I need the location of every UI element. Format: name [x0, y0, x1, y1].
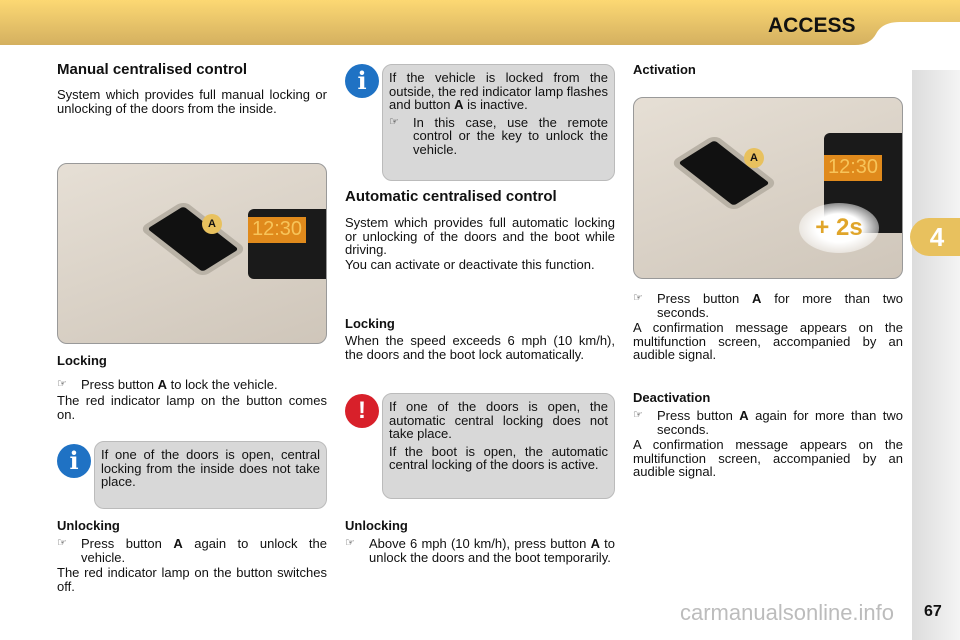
- info-icon: i: [345, 64, 379, 98]
- locking-heading: Locking: [57, 353, 107, 368]
- lock-button-image: [139, 200, 247, 277]
- bullet-hand-icon: ☞: [389, 115, 399, 128]
- activation-photo: [633, 97, 903, 279]
- clock-display: 12:30: [824, 155, 882, 181]
- display-image: [248, 209, 327, 279]
- warning-box: [382, 393, 615, 499]
- auto-unlocking-step: ☞ Above 6 mph (10 km/h), press button A to unlock the doors and the boot temporarily.: [345, 536, 615, 565]
- bullet-hand-icon: ☞: [633, 292, 643, 304]
- info-bullet: ☞ In this case, use the remote control or the key to unlock the vehicle.: [389, 114, 608, 157]
- bullet-hand-icon: ☞: [633, 409, 643, 421]
- activation-note: A confirmation message appears on the multifunction screen, accompanied by an audible signal.: [633, 320, 903, 362]
- info-text: If one of the doors is open, central locking from the inside does not take place.: [101, 447, 320, 489]
- bullet-hand-icon: ☞: [57, 537, 67, 549]
- warning-text-1: If one of the doors is open, the automatic central locking does not take place.: [389, 399, 608, 441]
- auto-locking-text: When the speed exceeds 6 mph (10 km/h), the doors and the boot lock automatically.: [345, 333, 615, 362]
- lock-button-image: [670, 134, 778, 211]
- info-box-locked-outside: If the vehicle is locked from the outside, the red indicator lamp flashes and button A is inactive. ☞ In this case, use the remote control or the key to unlock the vehicle.: [382, 64, 615, 181]
- auto-locking-heading: Locking: [345, 316, 395, 331]
- activation-step: ☞ Press button A for more than two seconds.: [633, 291, 903, 320]
- manual-lock-button-photo: [57, 163, 327, 344]
- side-strip: [912, 70, 960, 640]
- button-a-label: A: [202, 214, 222, 234]
- deactivation-step: ☞ Press button A again for more than two seconds.: [633, 408, 903, 437]
- manual-control-heading: Manual centralised control: [57, 61, 248, 78]
- locking-note: The red indicator lamp on the button comes on.: [57, 393, 327, 422]
- manual-intro: System which provides full manual locking or unlocking of the doors from the inside.: [57, 87, 327, 116]
- activation-heading: Activation: [633, 62, 696, 77]
- watermark: carmanualsonline.info: [680, 600, 895, 625]
- button-a-label: A: [744, 148, 764, 168]
- hold-two-seconds-label: + 2s: [799, 203, 879, 253]
- automatic-control-heading: Automatic centralised control: [345, 188, 557, 205]
- warning-icon: !: [345, 394, 379, 428]
- deactivation-note: A confirmation message appears on the multifunction screen, accompanied by an audible signal.: [633, 437, 903, 479]
- locking-step: ☞ Press button A to lock the vehicle.: [57, 377, 278, 392]
- deactivation-heading: Deactivation: [633, 390, 711, 405]
- info-icon: i: [57, 444, 91, 478]
- automatic-intro-2: You can activate or deactivate this function.: [345, 257, 595, 272]
- bullet-hand-icon: ☞: [345, 537, 355, 549]
- bullet-hand-icon: ☞: [57, 378, 67, 390]
- unlocking-heading: Unlocking: [57, 518, 120, 533]
- clock-display: 12:30: [248, 217, 306, 243]
- page-number: 67: [924, 603, 942, 620]
- unlocking-step: ☞ Press button A again to unlock the vehicle.: [57, 536, 327, 565]
- info-box-manual: [94, 441, 327, 509]
- section-title: ACCESS: [768, 14, 856, 37]
- auto-unlocking-heading: Unlocking: [345, 518, 408, 533]
- automatic-intro: System which provides full automatic locking or unlocking of the doors and the boot while driving.: [345, 215, 615, 257]
- chapter-tab[interactable]: 4: [910, 218, 960, 256]
- unlocking-note: The red indicator lamp on the button switches off.: [57, 565, 327, 594]
- warning-text-2: If the boot is open, the automatic central locking of the doors is active.: [389, 443, 608, 472]
